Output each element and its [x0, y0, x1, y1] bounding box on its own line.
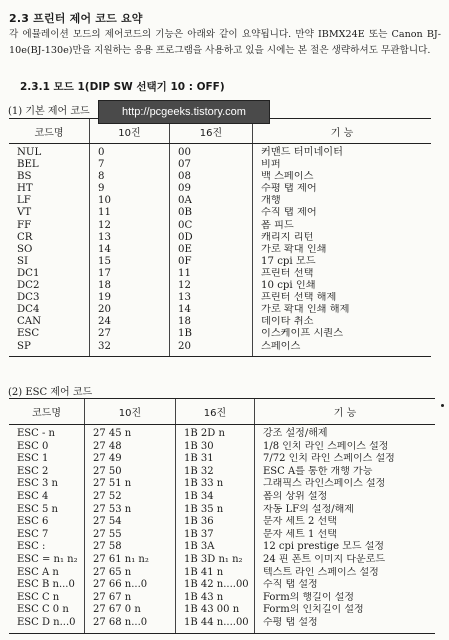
cell-decimal: 27 58	[85, 541, 176, 554]
cell-decimal: 27 45 n	[85, 425, 176, 441]
table-row	[9, 207, 431, 219]
cell-hex: 1B 30	[176, 441, 255, 454]
cell-hex: 1B 33 n	[176, 478, 255, 491]
cell-hex: 0D	[170, 232, 253, 244]
cell-code-name: DC2	[17, 280, 40, 292]
cell-function: 강조 설정/해제	[255, 425, 436, 441]
cell-hex: 07	[170, 159, 253, 171]
cell-code-name: SP	[9, 341, 90, 357]
cell-hex: 1B 41 n	[176, 567, 255, 580]
cell-hex: 18	[170, 316, 253, 328]
cell-decimal: 10	[90, 195, 170, 207]
cell-code-name: BEL	[17, 159, 39, 171]
cell-code-name: ESC 0	[17, 440, 49, 452]
table-row	[9, 232, 431, 244]
cell-decimal: 13	[90, 232, 170, 244]
cell-code-name: ESC	[17, 328, 40, 340]
table-row	[9, 341, 431, 357]
cell-function: 1/8 인치 라인 스페이스 설정	[255, 441, 436, 454]
table-row	[9, 328, 431, 340]
table-row	[9, 244, 431, 256]
table-row	[9, 425, 435, 441]
cell-decimal: 27 53 n	[85, 504, 176, 517]
header-code-name: 코드명	[9, 119, 90, 144]
cell-hex: 20	[170, 341, 253, 357]
table2-label: (2) ESC 제어 코드	[8, 387, 93, 398]
intro-paragraph: 각 에뮬레이션 모드의 제어코드의 기능은 아래와 같이 요약됩니다. 만약 IBMX24E 또는 Canon BJ-10e(BJ-130e)만을 지원하는 응용 프로그램을 사용하고 있을 시에는 본 절은 생략하셔도 무관합니다.	[9, 29, 441, 56]
table-row	[9, 554, 435, 567]
cell-decimal: 27 54	[85, 516, 176, 529]
cell-code-name: ESC C n	[17, 591, 60, 603]
header-function: 기 능	[253, 119, 432, 144]
cell-function: 7/72 인치 라인 스페이스 설정	[255, 453, 436, 466]
table-row	[9, 220, 431, 232]
cell-hex: 13	[170, 292, 253, 304]
cell-function: 백 스페이스	[253, 171, 432, 183]
table-header-row	[9, 399, 435, 425]
cell-function: 그래픽스 라인스페이스 설정	[255, 478, 436, 491]
cell-code-name: ESC 5 n	[17, 503, 58, 515]
cell-hex: 1B	[170, 328, 253, 340]
table-row	[9, 280, 431, 292]
cell-code-name: DC4	[17, 304, 40, 316]
cell-function: 12 cpi prestige 모드 설정	[255, 541, 436, 554]
cell-hex: 11	[170, 268, 253, 280]
cell-code-name: CAN	[17, 316, 42, 328]
table-row	[9, 491, 435, 504]
esc-control-code-table	[9, 398, 435, 634]
cell-hex: 00	[170, 144, 253, 160]
cell-decimal: 27 52	[85, 491, 176, 504]
cell-function: 수평 탭 설정	[255, 617, 436, 633]
cell-hex: 0B	[170, 207, 253, 219]
cell-function: 수직 탭 제어	[253, 207, 432, 219]
cell-decimal: 27 67 0 n	[85, 604, 176, 617]
subsection-title: 2.3.1 모드 1(DIP SW 선택기 10 : OFF)	[20, 81, 225, 93]
cell-code-name: DC3	[17, 292, 40, 304]
cell-decimal: 27 61 n₁ n₂	[85, 554, 176, 567]
cell-code-name: SO	[17, 243, 33, 255]
cell-decimal: 8	[90, 171, 170, 183]
cell-hex: 1B 43 00 n	[176, 604, 255, 617]
cell-function: 자동 LF의 설정/해제	[255, 504, 436, 517]
table-row	[9, 304, 431, 316]
cell-code-name: VT	[17, 207, 32, 219]
cell-code-name: ESC 2	[17, 465, 49, 477]
table-row	[9, 466, 435, 479]
table-row	[9, 292, 431, 304]
cell-decimal: 27 66 n...0	[85, 579, 176, 592]
cell-decimal: 18	[90, 280, 170, 292]
table-row	[9, 453, 435, 466]
header-code-name: 코드명	[9, 399, 85, 425]
cell-code-name: ESC 6	[17, 516, 49, 528]
cell-function: 텍스트 라인 스페이스 설정	[255, 567, 436, 580]
cell-function: 가로 확대 인쇄	[253, 244, 432, 256]
cell-decimal: 27 67 n	[85, 592, 176, 605]
cell-function: 문자 세트 1 선택	[255, 529, 436, 542]
cell-function: ESC A를 통한 개행 가능	[255, 466, 436, 479]
cell-hex: 0C	[170, 220, 253, 232]
cell-code-name: ESC 7	[17, 528, 49, 540]
table-row	[9, 504, 435, 517]
table1-label: (1) 기본 제어 코드	[8, 106, 90, 117]
cell-decimal: 9	[90, 183, 170, 195]
cell-decimal: 27 68 n...0	[85, 617, 176, 633]
cell-hex: 09	[170, 183, 253, 195]
header-function: 기 능	[255, 399, 436, 425]
table-row	[9, 516, 435, 529]
cell-function: 비퍼	[253, 159, 432, 171]
cell-code-name: ESC 1	[17, 453, 49, 465]
table-row	[9, 183, 431, 195]
header-hex: 16진	[176, 399, 255, 425]
table-row	[9, 441, 435, 454]
table-row	[9, 529, 435, 542]
cell-hex: 1B 43 n	[176, 592, 255, 605]
cell-decimal: 27	[90, 328, 170, 340]
cell-function: 수평 탭 제어	[253, 183, 432, 195]
page-speck	[441, 404, 444, 407]
cell-hex: 1B 44 n....00	[176, 617, 255, 633]
table-row	[9, 316, 431, 328]
cell-code-name: ESC A n	[17, 566, 59, 578]
cell-hex: 0F	[170, 256, 253, 268]
table-row	[9, 579, 435, 592]
cell-function: 이스케이프 시퀀스	[253, 328, 432, 340]
cell-decimal: 0	[90, 144, 170, 160]
cell-hex: 14	[170, 304, 253, 316]
cell-function: 문자 세트 2 선택	[255, 516, 436, 529]
cell-function: 수직 탭 설정	[255, 579, 436, 592]
cell-function: 개행	[253, 195, 432, 207]
cell-function: 폼의 상위 설정	[255, 491, 436, 504]
cell-function: 24 핀 폰트 이미지 다운로드	[255, 554, 436, 567]
cell-code-name: SI	[17, 255, 29, 267]
cell-code-name: ESC 3 n	[17, 478, 58, 490]
cell-function: 프린터 선택 해제	[253, 292, 432, 304]
cell-code-name: ESC D n...0	[9, 617, 85, 633]
cell-hex: 08	[170, 171, 253, 183]
table-row	[9, 478, 435, 491]
cell-decimal: 11	[90, 207, 170, 219]
cell-hex: 1B 34	[176, 491, 255, 504]
cell-code-name: ESC = n₁ n₂	[17, 553, 78, 565]
cell-function: 스페이스	[253, 341, 432, 357]
cell-decimal: 7	[90, 159, 170, 171]
cell-decimal: 27 49	[85, 453, 176, 466]
cell-code-name: ESC - n	[17, 428, 55, 439]
cell-decimal: 12	[90, 220, 170, 232]
basic-control-code-table	[9, 118, 431, 357]
cell-code-name: HT	[17, 183, 33, 195]
table-row	[9, 256, 431, 268]
cell-decimal: 15	[90, 256, 170, 268]
cell-decimal: 24	[90, 316, 170, 328]
cell-hex: 1B 36	[176, 516, 255, 529]
cell-code-name: ESC :	[17, 541, 46, 553]
cell-decimal: 20	[90, 304, 170, 316]
cell-decimal: 27 55	[85, 529, 176, 542]
cell-decimal: 27 50	[85, 466, 176, 479]
cell-hex: 1B 3D n₁ n₂	[176, 554, 255, 567]
cell-hex: 1B 31	[176, 453, 255, 466]
cell-decimal: 32	[90, 341, 170, 357]
cell-decimal: 17	[90, 268, 170, 280]
cell-function: 10 cpi 인쇄	[253, 280, 432, 292]
cell-function: 폼 피드	[253, 220, 432, 232]
cell-hex: 1B 35 n	[176, 504, 255, 517]
table-row	[9, 159, 431, 171]
cell-decimal: 14	[90, 244, 170, 256]
cell-code-name: CR	[17, 231, 33, 243]
cell-hex: 1B 32	[176, 466, 255, 479]
cell-code-name: LF	[17, 195, 31, 207]
cell-hex: 0E	[170, 244, 253, 256]
cell-function: Form의 행길이 설정	[255, 592, 436, 605]
cell-code-name: DC1	[17, 267, 40, 279]
table-row	[9, 567, 435, 580]
table-row	[9, 541, 435, 554]
header-decimal: 10진	[90, 119, 170, 144]
cell-function: 프린터 선택	[253, 268, 432, 280]
header-decimal: 10진	[85, 399, 176, 425]
cell-code-name: ESC 4	[17, 490, 49, 502]
cell-code-name: ESC B n...0	[17, 579, 75, 591]
cell-hex: 1B 42 n....00	[176, 579, 255, 592]
cell-function: 커맨드 터미네이터	[253, 144, 432, 160]
table-row	[9, 617, 435, 633]
section-title: 2.3 프린터 제어 코드 요약	[9, 12, 143, 25]
cell-code-name: ESC C 0 n	[17, 604, 69, 616]
table-row	[9, 171, 431, 183]
table-row	[9, 592, 435, 605]
cell-decimal: 19	[90, 292, 170, 304]
cell-code-name: NUL	[17, 147, 42, 158]
cell-hex: 1B 3A	[176, 541, 255, 554]
cell-code-name: FF	[17, 219, 32, 231]
cell-hex: 0A	[170, 195, 253, 207]
cell-decimal: 27 48	[85, 441, 176, 454]
table-row	[9, 604, 435, 617]
table-row	[9, 268, 431, 280]
cell-function: 17 cpi 모드	[253, 256, 432, 268]
table-row	[9, 144, 431, 160]
watermark-url: http://pcgeeks.tistory.com	[98, 100, 270, 124]
table-row	[9, 195, 431, 207]
cell-hex: 1B 2D n	[176, 425, 255, 441]
cell-code-name: BS	[17, 171, 32, 183]
header-hex: 16진	[170, 119, 253, 144]
cell-decimal: 27 65 n	[85, 567, 176, 580]
cell-decimal: 27 51 n	[85, 478, 176, 491]
cell-function: 가로 확대 인쇄 해제	[253, 304, 432, 316]
cell-function: Form의 인치길이 설정	[255, 604, 436, 617]
cell-function: 데이타 취소	[253, 316, 432, 328]
cell-function: 캐리지 리턴	[253, 232, 432, 244]
cell-hex: 12	[170, 280, 253, 292]
cell-hex: 1B 37	[176, 529, 255, 542]
